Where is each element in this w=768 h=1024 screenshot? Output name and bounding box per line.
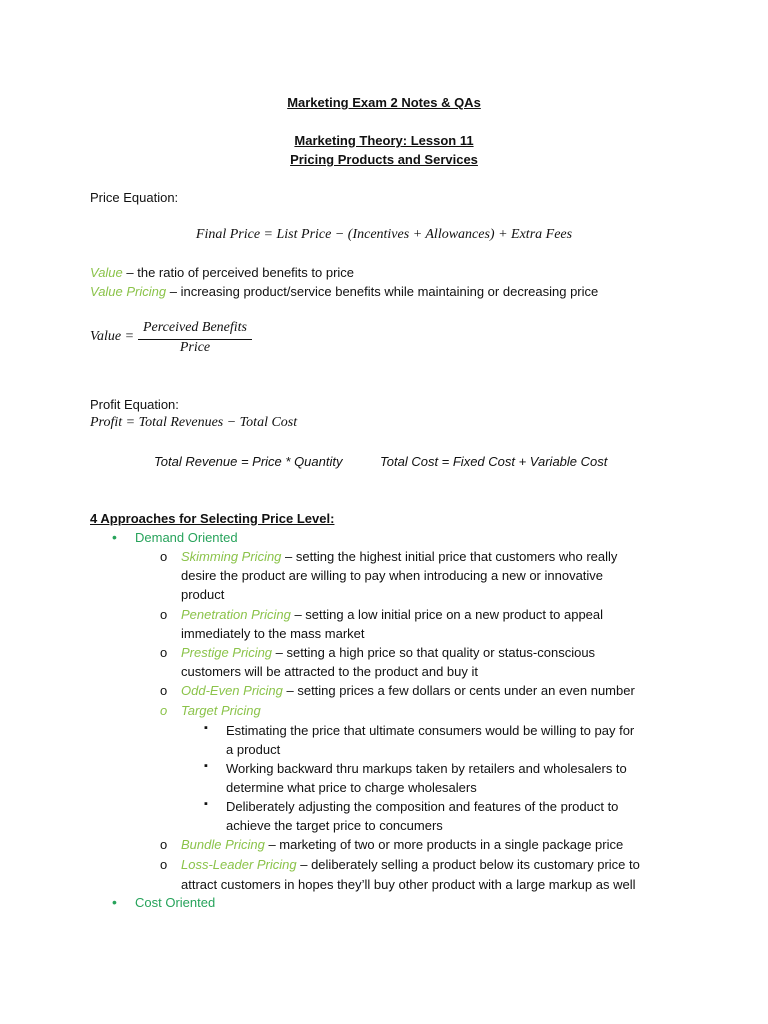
circle-marker-prestige: o — [160, 645, 168, 660]
prestige-line-2: customers will be attracted to the product and buy it — [181, 664, 478, 679]
circle-marker-bundle: o — [160, 837, 168, 852]
value-formula-denominator: Price — [179, 340, 211, 355]
profit-equation-formula: Profit = Total Revenues − Total Cost — [90, 415, 298, 430]
value-desc: – the ratio of perceived benefits to price — [122, 265, 355, 280]
skimming-line-2: desire the product are willing to pay when introducing a new or innovative — [181, 568, 604, 583]
value-pricing-term: Value Pricing — [90, 284, 167, 299]
approaches-heading: 4 Approaches for Selecting Price Level: — [90, 511, 335, 526]
lesson-title: Marketing Theory: Lesson 11 — [294, 133, 474, 148]
skimming-line-1 — [181, 549, 617, 564]
penetration-term: Penetration Pricing — [181, 607, 291, 622]
square-marker-target-3: ▪ — [204, 798, 208, 810]
target-sub3-line-2: achieve the target price to concumers — [226, 818, 443, 833]
value-formula-lhs: Value = — [90, 329, 135, 344]
doc-title: Marketing Exam 2 Notes & QAs — [287, 95, 481, 110]
bundle-desc-1: – marketing of two or more products in a single package price — [264, 837, 624, 852]
value-term: Value — [90, 265, 123, 280]
prestige-term: Prestige Pricing — [181, 645, 273, 660]
skimming-term: Skimming Pricing — [181, 549, 282, 564]
circle-marker-penetration: o — [160, 607, 168, 622]
target-sub2-line-1: Working backward thru markups taken by retailers and wholesalers to — [226, 761, 627, 776]
loss-leader-desc-1: – deliberately selling a product below its customary price to — [296, 857, 640, 872]
loss-leader-line-2: attract customers in hopes they’ll buy other product with a large markup as well — [181, 877, 636, 892]
odd-even-term: Odd-Even Pricing — [181, 683, 283, 698]
circle-marker-odd-even: o — [160, 683, 168, 698]
prestige-line-1 — [181, 645, 595, 660]
profit-equation-label: Profit Equation: — [90, 397, 179, 412]
circle-marker-skimming: o — [160, 549, 168, 564]
cost-oriented-heading: Cost Oriented — [135, 895, 216, 910]
target-sub2-line-2: determine what price to charge wholesalers — [226, 780, 477, 795]
prestige-desc-1: – setting a high price so that quality or status-conscious — [272, 645, 596, 660]
loss-leader-line-1 — [181, 857, 640, 872]
skimming-desc-1: – setting the highest initial price that customers who really — [281, 549, 618, 564]
price-equation-formula: Final Price = List Price − (Incentives + Allowances) + Extra Fees — [195, 227, 573, 242]
total-cost-formula: Total Cost = Fixed Cost + Variable Cost — [380, 454, 608, 469]
penetration-line-1 — [181, 607, 603, 622]
value-definition — [90, 265, 354, 280]
demand-oriented-heading: Demand Oriented — [135, 530, 238, 545]
total-revenue-formula: Total Revenue = Price * Quantity — [154, 454, 343, 469]
penetration-line-2: immediately to the mass market — [181, 626, 365, 641]
bundle-line-1 — [181, 837, 623, 852]
bullet-demand: • — [112, 529, 117, 545]
bullet-cost: • — [112, 894, 117, 910]
price-equation-label: Price Equation: — [90, 190, 179, 205]
value-pricing-definition — [90, 284, 598, 299]
square-marker-target-1: ▪ — [204, 722, 208, 734]
odd-even-desc-1: – setting prices a few dollars or cents under an even number — [282, 683, 635, 698]
loss-leader-term: Loss-Leader Pricing — [181, 857, 297, 872]
target-term: Target Pricing — [181, 703, 261, 718]
target-sub1-line-1: Estimating the price that ultimate consumers would be willing to pay for — [226, 723, 635, 738]
topic-title: Pricing Products and Services — [290, 152, 478, 167]
odd-even-line-1 — [181, 683, 635, 698]
value-pricing-desc: – increasing product/service benefits while maintaining or decreasing price — [166, 284, 599, 299]
penetration-desc-1: – setting a low initial price on a new product to appeal — [290, 607, 604, 622]
target-sub3-line-1: Deliberately adjusting the composition and features of the product to — [226, 799, 619, 814]
skimming-line-3: product — [181, 587, 225, 602]
value-formula-numerator: Perceived Benefits — [142, 320, 248, 335]
circle-marker-target: o — [160, 703, 168, 718]
target-sub1-line-2: a product — [226, 742, 281, 757]
circle-marker-loss-leader: o — [160, 857, 168, 872]
square-marker-target-2: ▪ — [204, 760, 208, 772]
bundle-term: Bundle Pricing — [181, 837, 265, 852]
